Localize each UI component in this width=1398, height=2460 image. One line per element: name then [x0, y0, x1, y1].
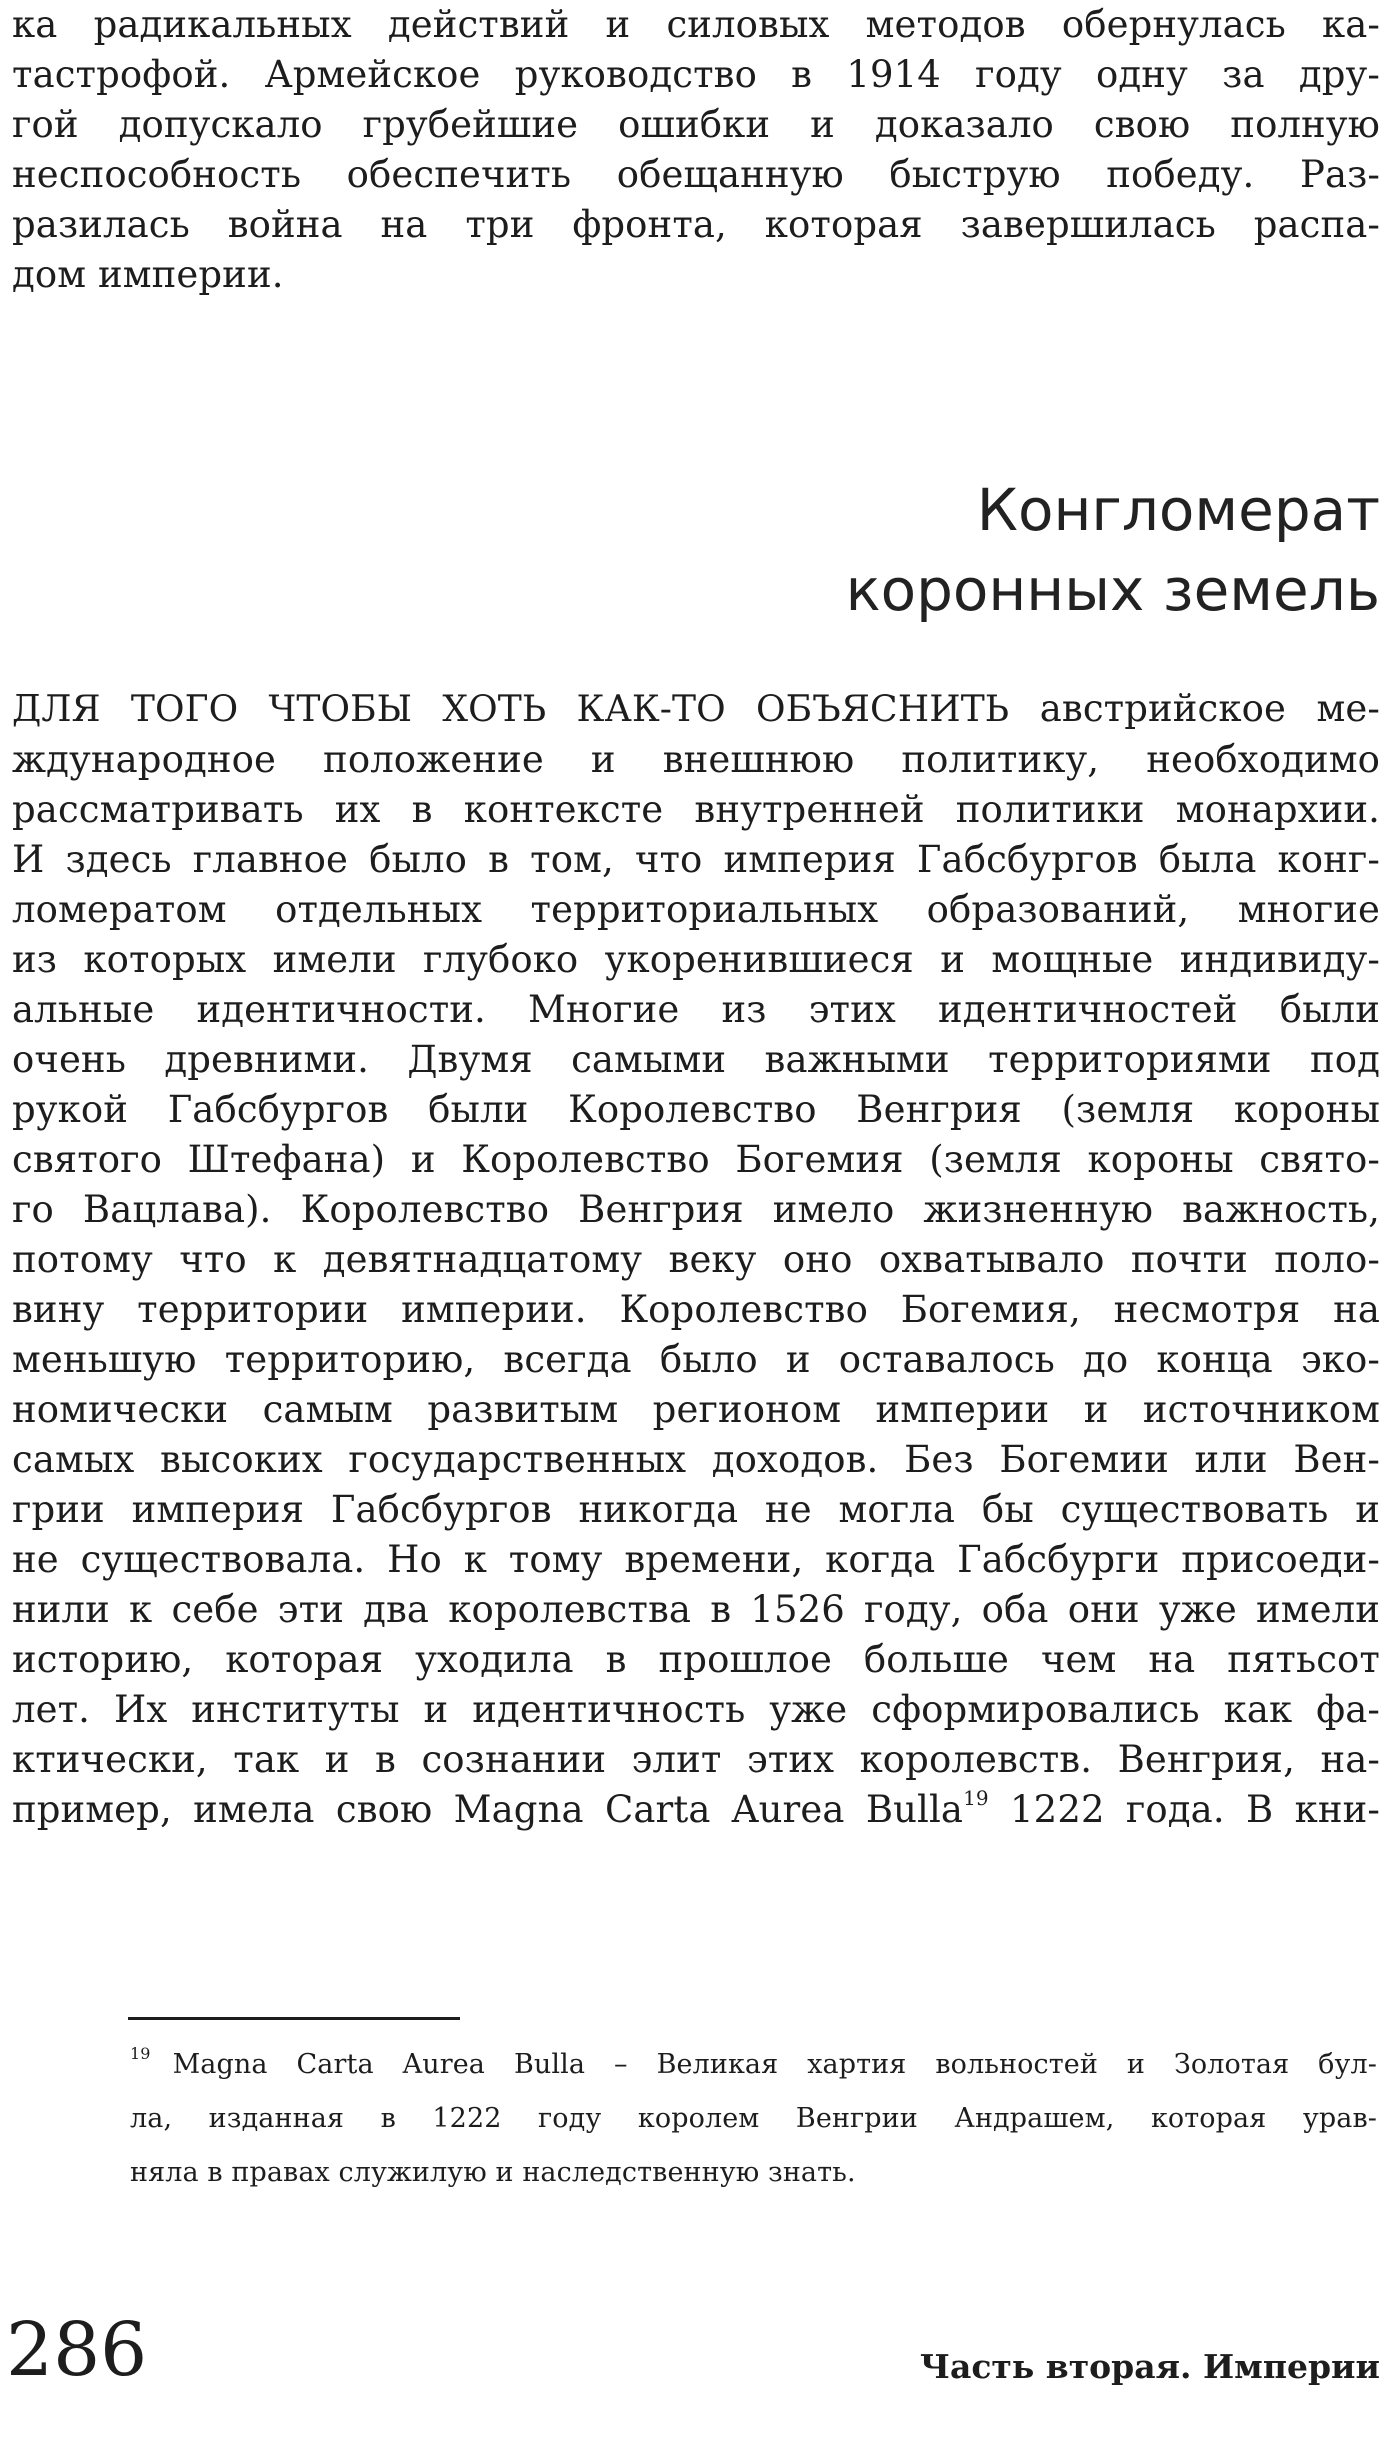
footnote-line: няла в правах служилую и наследственную знать. [130, 2157, 856, 2188]
main-paragraph [12, 684, 1380, 1835]
text-line: И здесь главное было в том, что империя Габсбургов была конг- [12, 838, 1380, 881]
footnote-line: ла, изданная в 1222 году королем Венгрии Андрашем, которая урав- [130, 2103, 1377, 2134]
text-line: не существовала. Но к тому времени, когда Габсбурги присоеди- [12, 1538, 1380, 1581]
text-line: святого Штефана) и Королевство Богемия (земля короны свято- [12, 1138, 1380, 1181]
text-line: грии империя Габсбургов никогда не могла бы существовать и [12, 1488, 1380, 1531]
text-line: гой допускало грубейшие ошибки и доказало свою полную [12, 103, 1380, 146]
text-line: потому что к девятнадцатому веку оно охватывало почти поло- [12, 1238, 1380, 1281]
text-line: ктически, так и в сознании элит этих королевств. Венгрия, на- [12, 1738, 1380, 1781]
text-line: альные идентичности. Многие из этих идентичностей были [12, 988, 1380, 1031]
text-line [12, 684, 1380, 735]
text-line: тастрофой. Армейское руководство в 1914 году одну за дру- [12, 53, 1380, 96]
footnote-divider [128, 2017, 460, 2020]
text-line: самых высоких государственных доходов. Без Богемии или Вен- [12, 1438, 1380, 1481]
text-line: ка радикальных действий и силовых методов обернулась ка- [12, 3, 1380, 46]
text-line: дом империи. [12, 253, 284, 296]
text-segment: пример, имела свою Magna Carta Aurea Bulla [12, 1788, 964, 1831]
text-line: меньшую территорию, всегда было и оставалось до конца эко- [12, 1338, 1380, 1381]
text-line: вину территории империи. Королевство Богемия, несмотря на [12, 1288, 1380, 1331]
text-segment: 1222 года. В кни- [988, 1788, 1380, 1831]
lead-in-smallcaps: ДЛЯ ТОГО ЧТОБЫ ХОТЬ КАК-ТО ОБЪЯСНИТЬ [12, 689, 1010, 730]
footnote [130, 2038, 1377, 2200]
page-number: 286 [6, 2307, 148, 2393]
text-line: ждународное положение и внешнюю политику, необходимо [12, 738, 1380, 781]
text-line: ломератом отдельных территориальных образований, многие [12, 888, 1380, 931]
section-heading-line: коронных земель [845, 556, 1380, 624]
text-line: рассматривать их в контексте внутренней политики монархии. [12, 788, 1380, 831]
section-heading [846, 470, 1380, 630]
text-line [12, 1785, 1380, 1835]
footnote-mark: 19 [130, 2044, 151, 2063]
text-line: разилась война на три фронта, которая завершилась распа- [12, 203, 1380, 246]
text-line: лет. Их институты и идентичность уже сформировались как фа- [12, 1688, 1380, 1731]
text-line: из которых имели глубоко укоренившиеся и мощные индивиду- [12, 938, 1380, 981]
text-line: историю, которая уходила в прошлое больше чем на пятьсот [12, 1638, 1380, 1681]
text-line: очень древними. Двумя самыми важными территориями под [12, 1038, 1380, 1081]
text-line: го Вацлава). Королевство Венгрия имело жизненную важность, [12, 1188, 1380, 1231]
running-head: Часть вторая. Империи [919, 2347, 1380, 2386]
footnote-line [130, 2038, 1377, 2092]
intro-paragraph [12, 0, 1380, 300]
section-heading-line: Конгломерат [976, 476, 1380, 544]
footnote-text: Magna Carta Aurea Bulla – Великая хартия вольностей и Золотая бул- [172, 2049, 1377, 2080]
text-line: неспособность обеспечить обещанную быструю победу. Раз- [12, 153, 1380, 196]
text-line: номически самым развитым регионом империи и источником [12, 1388, 1380, 1431]
text-line: рукой Габсбургов были Королевство Венгрия (земля короны [12, 1088, 1380, 1131]
footnote-reference[interactable]: 19 [963, 1786, 989, 1810]
lead-in-rest: австрийское ме- [1009, 687, 1380, 730]
text-line: нили к себе эти два королевства в 1526 году, оба они уже имели [12, 1588, 1380, 1631]
